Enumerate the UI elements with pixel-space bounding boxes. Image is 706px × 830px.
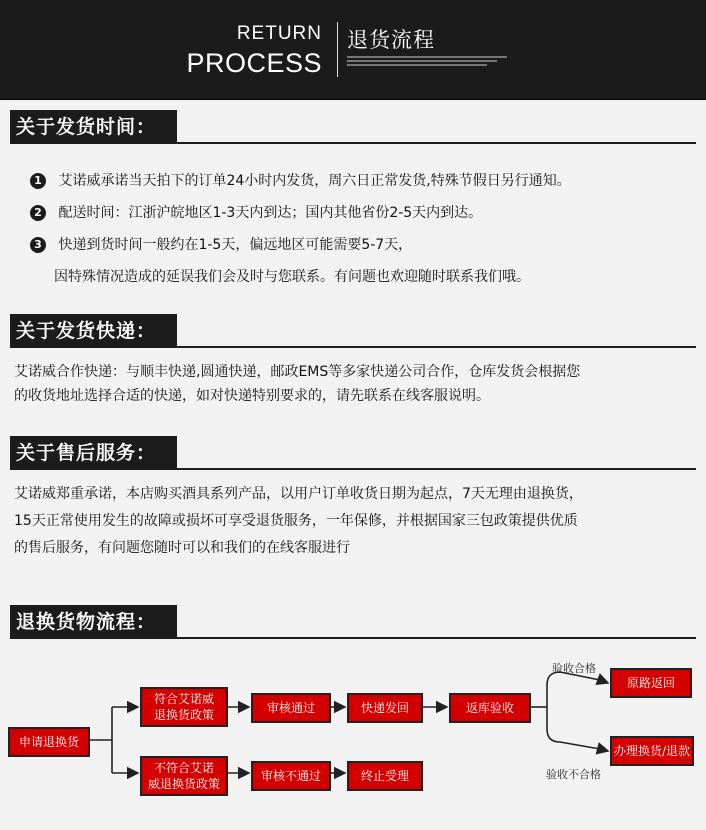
header-banner (0, 0, 706, 100)
shipping-item-2 (30, 202, 482, 222)
flow-box-ineligible-line-1: 不符合艾诺 (153, 760, 214, 775)
banner-fine-print-2 (347, 60, 497, 62)
banner-process-text: PROCESS (186, 48, 322, 78)
section-heading-shipping-time: 关于发货时间： (10, 110, 177, 144)
flow-box-apply: 申请退换货 (8, 727, 90, 757)
flow-box-return-original: 原路返回 (610, 668, 692, 698)
section-rule-flow (10, 637, 696, 639)
flow-box-approved: 审核通过 (251, 693, 331, 723)
after-sales-line-3: 的售后服务，有问题您随时可以和我们的在线客服进行 (14, 540, 350, 556)
courier-text-line-1: 艾诺威合作快递：与顺丰快递,圆通快递，邮政EMS等多家快递公司合作，仓库发货会根据您 (14, 364, 581, 380)
banner-return-text: RETURN (236, 23, 322, 44)
number-badge-2: 2 (30, 205, 46, 221)
flow-box-ship-back: 快递发回 (347, 693, 423, 723)
banner-divider (337, 22, 338, 77)
after-sales-line-2: 15天正常使用发生的故障或损坏可享受退货服务，一年保修，并根据国家三包政策提供优质 (14, 513, 578, 529)
shipping-item-1-text: 艾诺威承诺当天拍下的订单24小时内发货，周六日正常发货,特殊节假日另行通知。 (58, 173, 571, 189)
flow-box-inspect: 返库验收 (449, 693, 531, 723)
section-heading-after-sales: 关于售后服务： (10, 436, 177, 470)
banner-fine-print-1 (347, 56, 507, 58)
flow-box-ineligible-line-2: 威退换货政策 (147, 777, 220, 791)
shipping-item-1 (30, 170, 571, 190)
section-heading-courier: 关于发货快递： (10, 314, 177, 348)
flow-box-eligible-line-1: 符合艾诺威 (153, 691, 214, 706)
number-badge-1: 1 (30, 173, 46, 189)
courier-text-line-2: 的收货地址选择合适的快递，如对快递特别要求的，请先联系在线客服说明。 (14, 388, 490, 404)
banner-fine-print-3 (347, 64, 487, 66)
flow-box-eligible-line-2: 退换货政策 (153, 708, 214, 722)
flow-label-pass: 验收合格 (552, 662, 596, 675)
flow-box-rejected: 审核不通过 (251, 761, 331, 791)
flow-box-eligible (140, 687, 228, 727)
flow-box-exchange-refund: 办理换货/退款 (610, 736, 694, 766)
shipping-item-3-continued: 因特殊情况造成的延误我们会及时与您联系。有问题也欢迎随时联系我们哦。 (54, 269, 530, 285)
number-badge-3: 3 (30, 237, 46, 253)
section-rule-courier (10, 346, 696, 348)
flow-box-ineligible (140, 756, 228, 796)
flow-label-fail: 验收不合格 (546, 768, 601, 781)
shipping-item-2-text: 配送时间：江浙沪皖地区1-3天内到达；国内其他省份2-5天内到达。 (58, 205, 483, 221)
section-rule-after-sales (10, 468, 696, 470)
section-heading-flow: 退换货物流程： (10, 605, 177, 639)
flow-box-terminate: 终止受理 (347, 761, 423, 791)
shipping-item-3 (30, 234, 412, 254)
shipping-item-3-text: 快递到货时间一般约在1-5天，偏远地区可能需要5-7天， (58, 237, 413, 253)
after-sales-line-1: 艾诺威郑重承诺，本店购买酒具系列产品，以用户订单收货日期为起点，7天无理由退换货， (14, 486, 583, 502)
section-rule-shipping-time (10, 142, 696, 144)
banner-title-zh: 退货流程 (347, 28, 435, 52)
